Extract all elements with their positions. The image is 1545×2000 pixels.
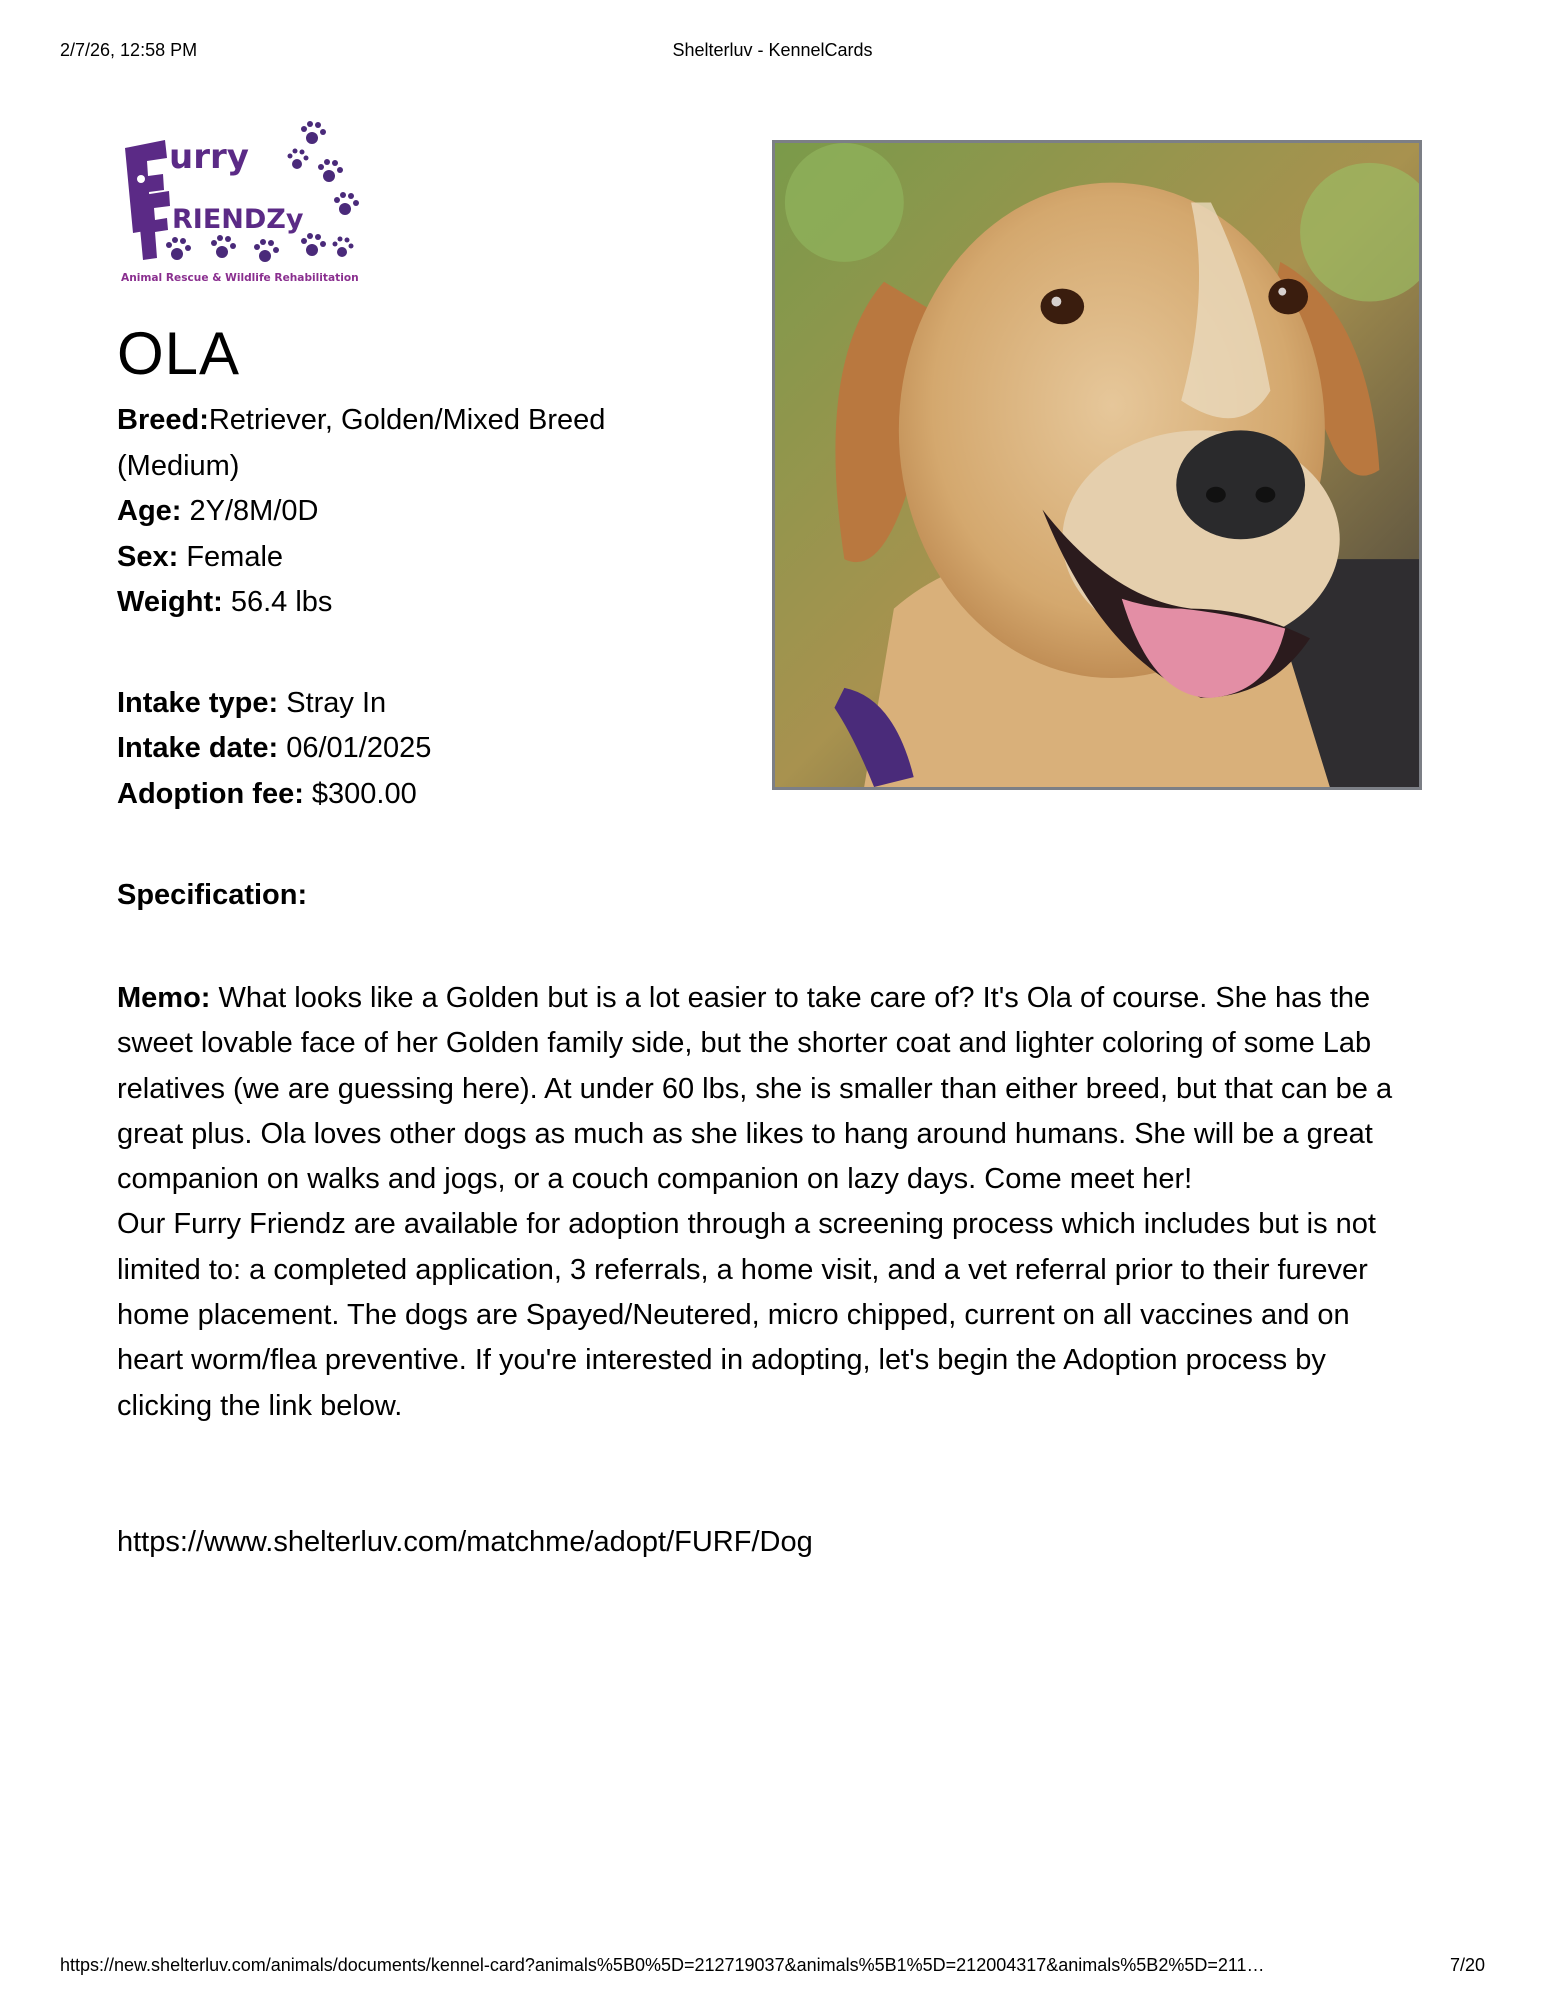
weight-value: 56.4 lbs	[230, 586, 333, 618]
sex-row	[117, 535, 677, 581]
print-page-title: Shelterluv - KennelCards	[672, 40, 873, 60]
intake-date-row	[117, 726, 677, 772]
print-footer-url: https://new.shelterluv.com/animals/documents/kennel-card?animals%5B0%5D=212719037&animals%5B1%5D=212004317&animals%5B2%5D=211…	[60, 1955, 1265, 1975]
breed-row	[117, 398, 677, 489]
animal-details	[117, 398, 677, 817]
specification-label: Specification:	[117, 879, 308, 911]
print-datetime: 2/7/26, 12:58 PM	[60, 40, 198, 60]
logo-graphic	[117, 118, 365, 293]
intake-type-value: Stray In	[286, 686, 387, 719]
breed-label: Breed:	[117, 404, 209, 436]
intake-date-value: 06/01/2025	[286, 732, 432, 764]
memo-text: What looks like a Golden but is a lot easier to take care of? It's Ola of course. She has the sweet lovable face of her Golden family side, but the shorter coat and lighter coloring of some Lab relatives (we are guessing here). At under 60 lbs, she is smaller than either breed, but that can be a great plus. Ola loves other dogs as much as she likes to hang around humans. She will be a great companion on walks and jogs, or a couch companion on lazy days. Come meet her!	[117, 982, 1393, 1196]
intake-date-label: Intake date:	[117, 732, 279, 764]
animal-name: OLA	[117, 320, 241, 387]
sex-value: Female	[186, 540, 284, 573]
adoption-fee-row	[117, 772, 677, 818]
adoption-fee-value: $300.00	[311, 777, 417, 810]
age-value: 2Y/8M/0D	[189, 495, 319, 527]
furry-friendzy-logo	[117, 118, 365, 293]
sex-label: Sex:	[117, 540, 179, 573]
adoption-link[interactable]: https://www.shelterluv.com/matchme/adopt/FURF/Dog	[117, 1526, 813, 1558]
weight-label: Weight:	[117, 586, 223, 618]
age-label: Age:	[117, 495, 182, 527]
age-row	[117, 489, 677, 535]
intake-type-row	[117, 681, 677, 727]
breed-value: Retriever, Golden/Mixed Breed (Medium)	[117, 404, 606, 482]
print-page-number: 7/20	[1449, 1955, 1485, 1975]
memo-section	[117, 976, 1407, 1429]
memo-paragraph-2: Our Furry Friendz are available for adoption through a screening process which includes but is not limited to: a completed application, 3 referrals, a home visit, and a vet referral prior to their furever home placement. The dogs are Spayed/Neutered, micro chipped, current on all vaccines and on heart worm/flea preventive. If you're interested in adopting, let's begin the Adoption process by clicking the link below.	[117, 1208, 1376, 1422]
logo-text-line2: RIENDZy	[172, 204, 304, 235]
weight-row	[117, 580, 677, 626]
logo-tagline: Animal Rescue & Wildlife Rehabilitation	[121, 272, 359, 284]
adoption-fee-label: Adoption fee:	[117, 777, 304, 810]
memo-label: Memo:	[117, 982, 211, 1014]
logo-text-line1: urry	[169, 137, 249, 177]
memo-paragraph-1	[117, 976, 1407, 1202]
intake-type-label: Intake type:	[117, 686, 279, 719]
animal-photo	[772, 140, 1422, 790]
